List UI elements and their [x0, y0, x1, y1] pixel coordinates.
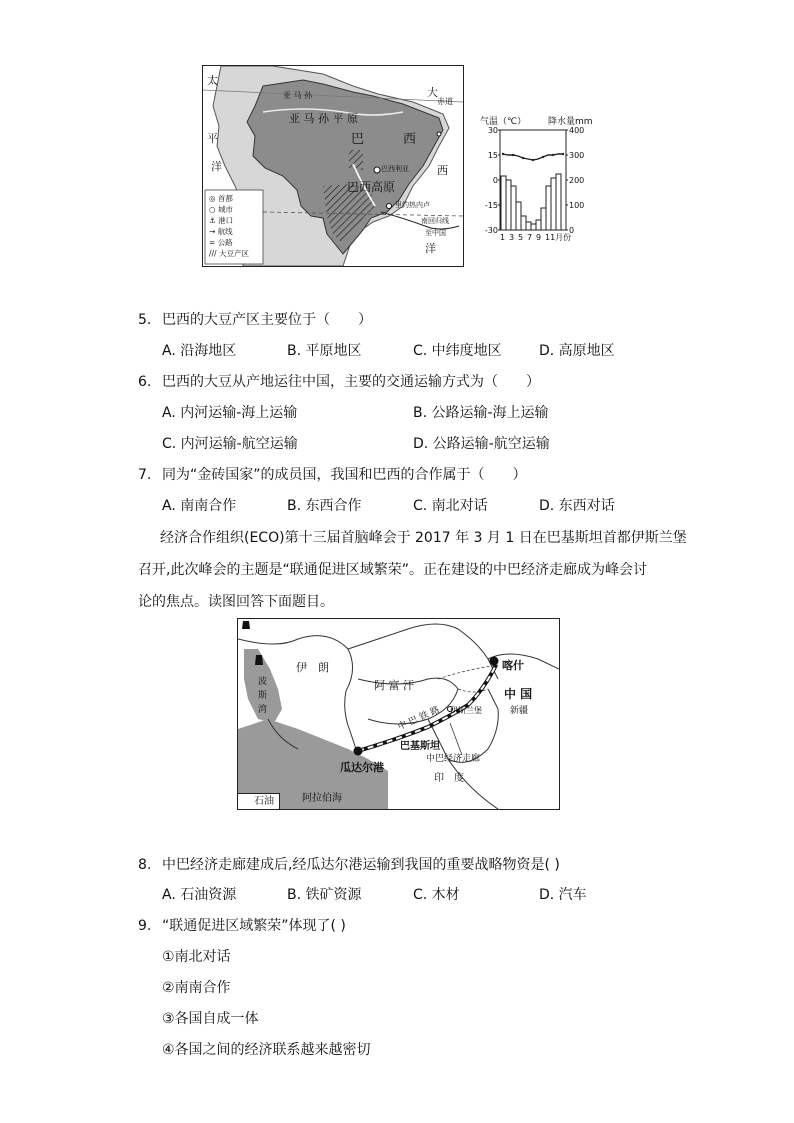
question-number: 5. [138, 312, 152, 328]
month-tick: 7 [527, 233, 533, 242]
passage-line-1: 经济合作组织(ECO)第十三届首脑峰会于 2017 年 3 月 1 日在巴基斯坦首都伊斯兰堡 [160, 530, 687, 546]
option: A. 内河运输-海上运输 [162, 405, 298, 421]
label-corridor: 中巴经济走廊 [426, 754, 481, 764]
question-stem: 中巴经济走廊建成后,经瓜达尔港运输到我国的重要战略物资是( ) [162, 857, 560, 873]
question-8 [138, 855, 560, 875]
brazil-map [202, 65, 464, 267]
right-tick: 400 [569, 126, 585, 135]
kashgar-marker [490, 657, 499, 666]
label-amazon-river: 亚 马 孙 [283, 91, 313, 100]
legend-item: /// 大豆产区 [209, 249, 249, 258]
left-tick: 15 [487, 151, 498, 160]
question-stem: 巴西的大豆产区主要位于（ ） [162, 312, 372, 328]
label-xinjiang: 新疆 [510, 706, 529, 716]
option: D. 公路运输-航空运输 [413, 436, 550, 452]
option: C. 木材 [413, 887, 460, 903]
climate-chart [478, 114, 598, 242]
corridor-legend [238, 793, 280, 809]
question-stem: “联通促进区域繁荣”体现了( ) [162, 918, 346, 934]
label-brasilia: 巴西利亚 [381, 165, 409, 173]
option: B. 公路运输-海上运输 [413, 405, 549, 421]
right-axis-ticks [569, 126, 593, 238]
left-tick: 0 [492, 176, 498, 185]
legend-item: ○ 城市 [209, 205, 233, 214]
option: B. 平原地区 [287, 343, 362, 359]
label-xi: 西 [403, 132, 417, 147]
corridor-map [237, 618, 560, 810]
label-china: 中 国 [504, 687, 533, 701]
label-tai: 太 [207, 74, 218, 87]
precip-axis-label: 降水量mm [548, 117, 593, 127]
label-pakistan: 巴基斯坦 [400, 741, 440, 752]
label-afghanistan: 阿 富 汗 [374, 679, 414, 692]
left-tick: 30 [487, 126, 498, 135]
question-5 [138, 310, 372, 330]
passage-line-2: 召开,此次峰会的主题是“联通促进区域繁荣”。正在建设的中巴经济走廊成为峰会讨 [138, 562, 647, 578]
brasilia-marker [374, 167, 380, 173]
month-axis-ticks [500, 232, 600, 243]
legend-item: ⚓ 港口 [209, 216, 234, 225]
statement: ③各国自成一体 [162, 1011, 259, 1027]
statement: ①南北对话 [162, 949, 231, 965]
label-highland: 巴西高原 [347, 180, 396, 194]
question-number: 9. [138, 918, 152, 934]
right-tick: 300 [569, 151, 585, 160]
option: D. 东西对话 [539, 498, 615, 514]
label-arabian-sea: 阿拉伯海 [302, 793, 342, 804]
question-6 [138, 372, 540, 392]
option: B. 东西合作 [287, 498, 362, 514]
legend-item: → 航线 [209, 227, 233, 236]
label-rio: 里约热内卢 [395, 201, 430, 209]
label-gwadar: 瓜达尔港 [340, 761, 384, 774]
question-9 [138, 916, 346, 936]
label-iran: 伊 朗 [296, 661, 329, 674]
left-axis-ticks [478, 126, 498, 238]
label-yang-left: 洋 [211, 160, 222, 173]
month-tick: 11月份 [545, 233, 572, 242]
label-tropic: 南回归线 [421, 217, 449, 225]
month-tick: 5 [518, 233, 524, 242]
option: D. 高原地区 [539, 343, 615, 359]
brazil-legend [209, 193, 249, 259]
label-equator: 赤道 [437, 97, 453, 106]
question-stem: 巴西的大豆从产地运往中国，主要的交通运输方式为（ ） [162, 374, 540, 390]
label-route: 中 巴 铁 路 [396, 705, 442, 733]
option: C. 中纬度地区 [413, 343, 502, 359]
label-india: 印 度 [434, 773, 464, 784]
question-stem: 同为“金砖国家”的成员国，我国和巴西的合作属于（ ） [162, 467, 527, 483]
option: C. 南北对话 [413, 498, 488, 514]
question-number: 8. [138, 857, 152, 873]
label-kashgar: 喀什 [502, 659, 524, 672]
month-tick: 1 [500, 233, 506, 242]
gwadar-marker [354, 747, 363, 756]
legend-item: = 公路 [209, 238, 233, 247]
question-7 [138, 465, 527, 485]
label-da: 大 [427, 86, 438, 99]
statement: ④各国之间的经济联系越来越密切 [162, 1042, 371, 1058]
month-tick: 9 [536, 233, 542, 242]
option: B. 铁矿资源 [287, 887, 362, 903]
option: A. 沿海地区 [162, 343, 237, 359]
option: A. 石油资源 [162, 887, 237, 903]
rio-marker [387, 204, 392, 209]
question-number: 7. [138, 467, 152, 483]
label-islamabad: 伊斯兰堡 [450, 706, 482, 715]
label-xi-right: 西 [437, 164, 448, 177]
left-tick: -30 [484, 226, 498, 235]
option: A. 南南合作 [162, 498, 237, 514]
label-ba: 巴 [351, 132, 365, 147]
label-route-to-china: 至中国 [425, 229, 446, 237]
legend-item: ◎ 首都 [209, 194, 233, 203]
label-amazon-plain: 亚 马 孙 平 原 [289, 112, 358, 125]
left-tick: -15 [484, 201, 498, 210]
label-gulf: 波斯湾 [258, 677, 268, 715]
right-tick: 0 [569, 226, 575, 235]
statement: ②南南合作 [162, 980, 231, 996]
question-number: 6. [138, 374, 152, 390]
label-yang-bottom: 洋 [425, 242, 436, 255]
label-ping: 平 [207, 132, 218, 145]
right-tick: 100 [569, 201, 585, 210]
option: D. 汽车 [539, 887, 587, 903]
month-tick: 3 [509, 233, 515, 242]
right-tick: 200 [569, 176, 585, 185]
passage-line-3: 论的焦点。读图回答下面题目。 [138, 594, 334, 610]
option: C. 内河运输-航空运输 [162, 436, 298, 452]
temp-axis-label: 气温（℃） [480, 117, 527, 127]
legend-oil-label: 石油 [254, 796, 274, 807]
